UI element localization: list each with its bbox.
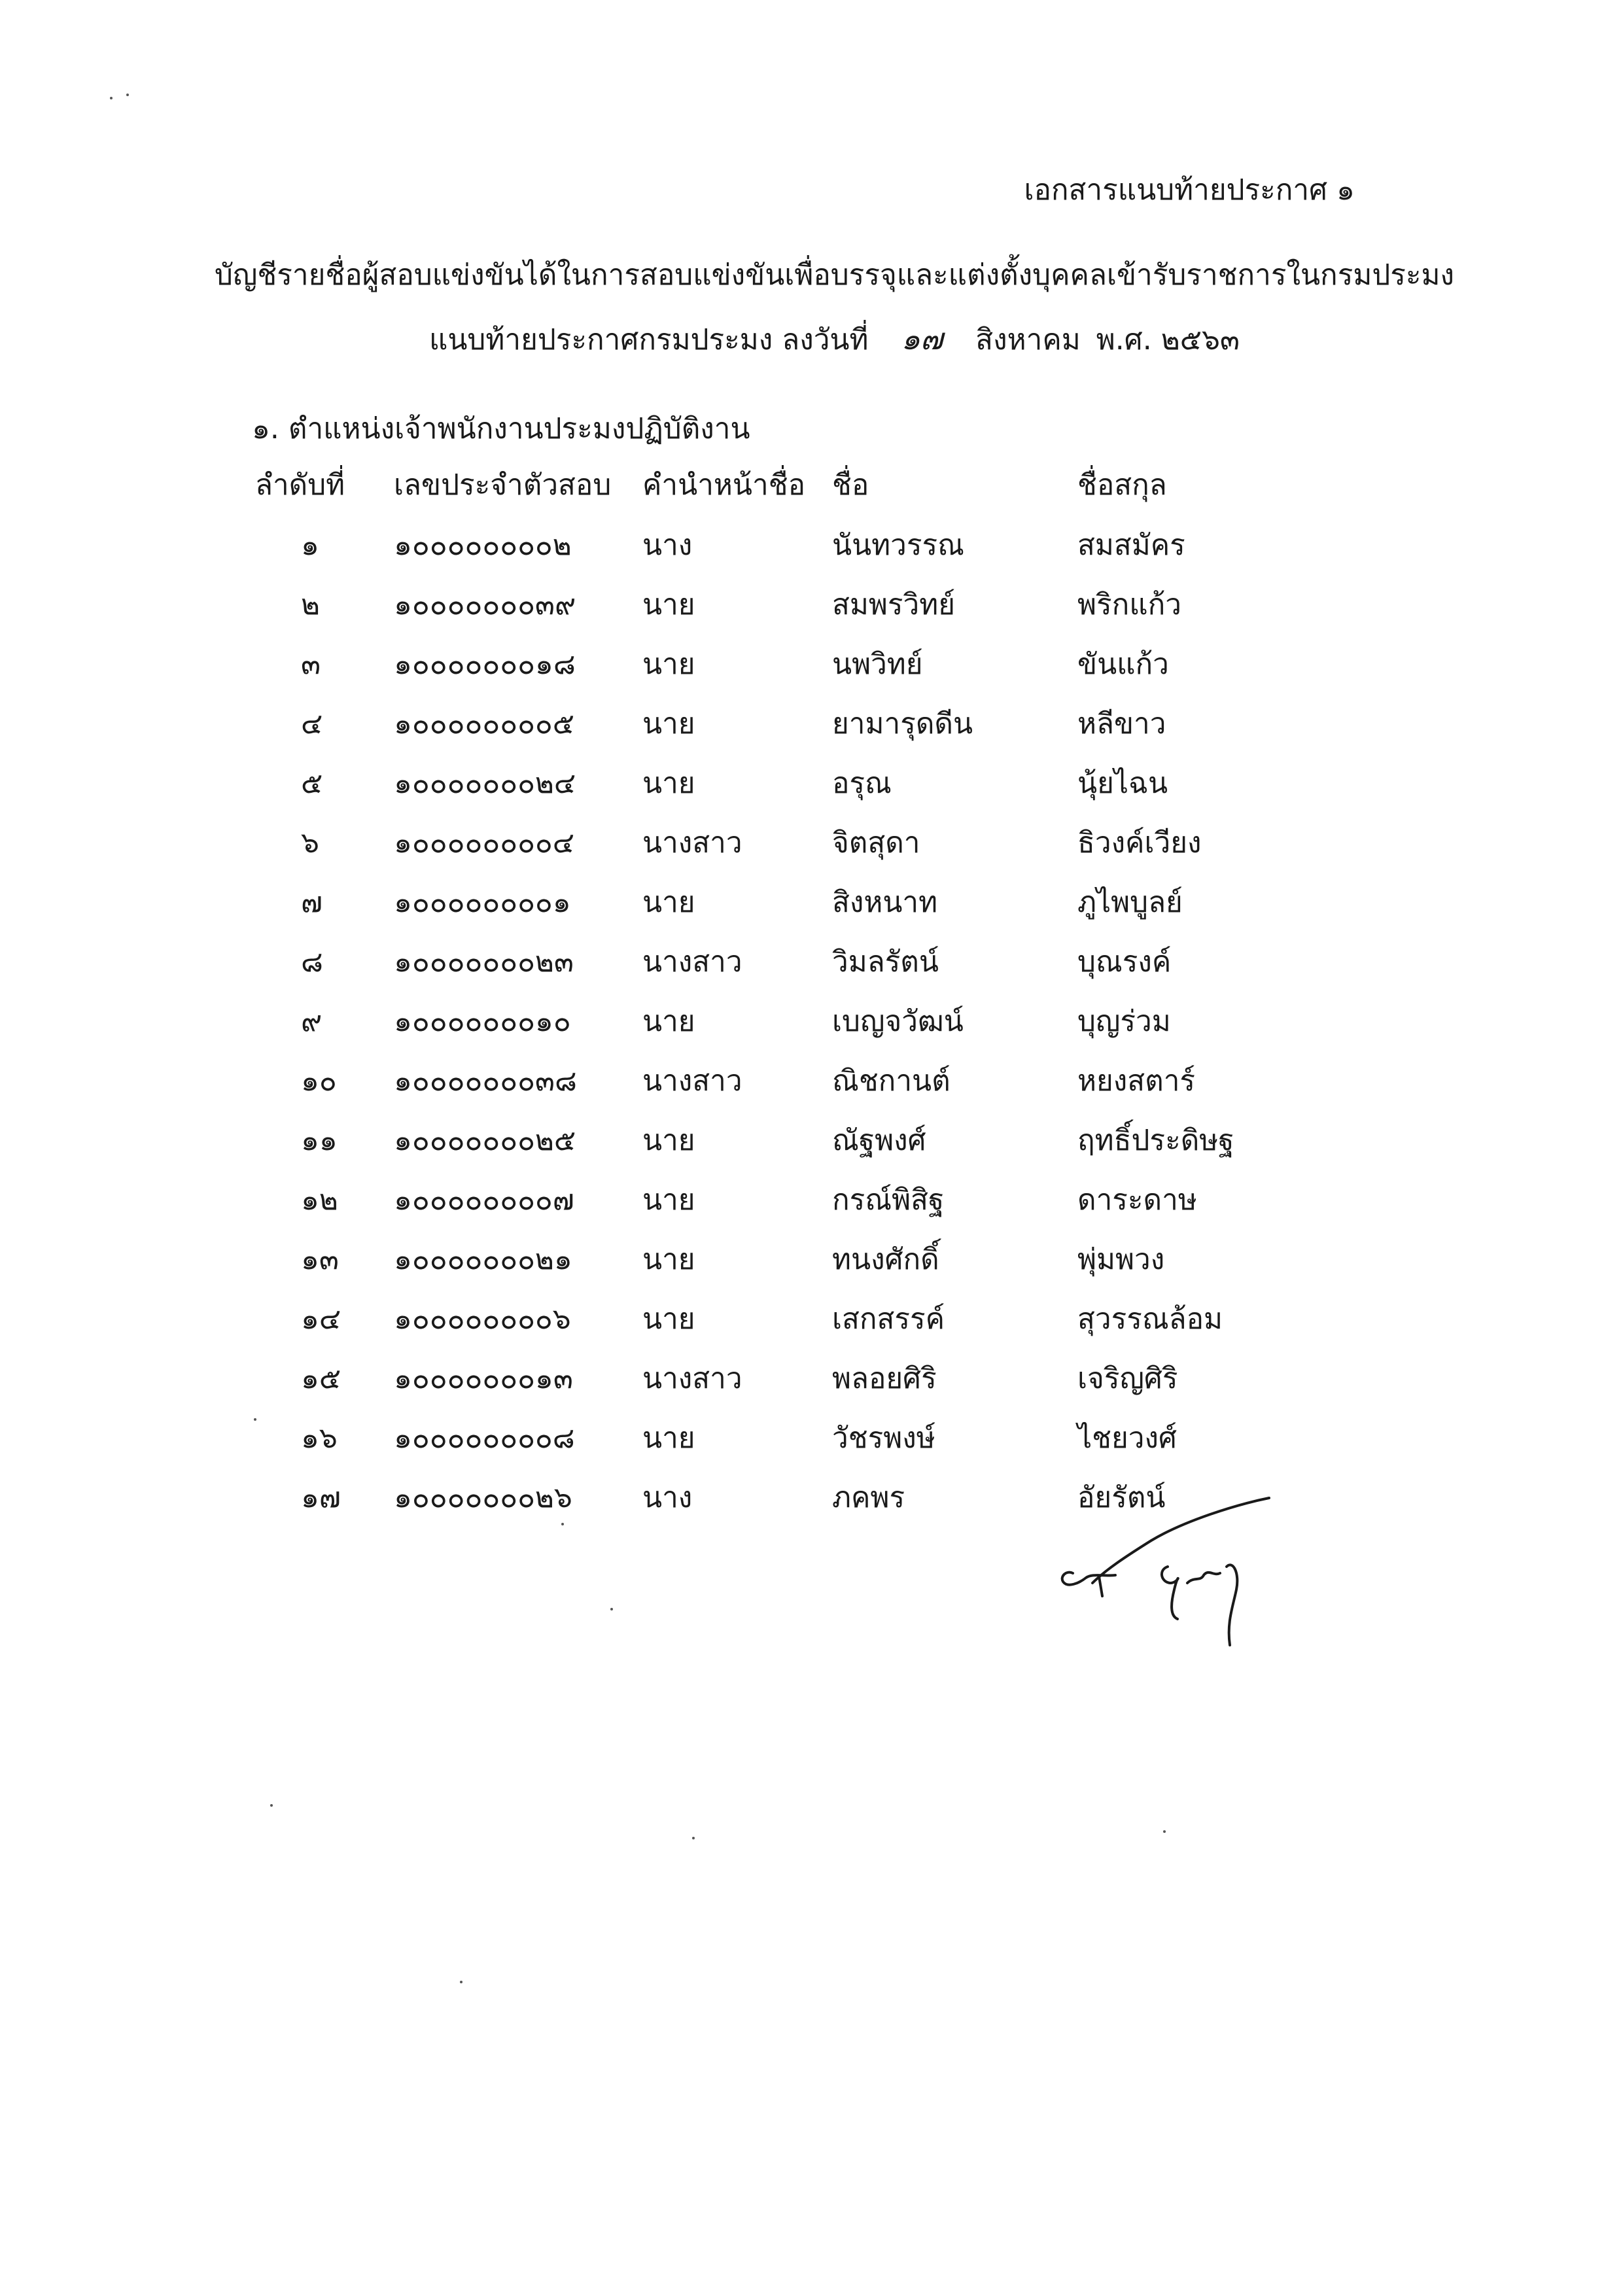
- exam-id-cell: ๑๐๐๐๐๐๐๐๒๑: [394, 1242, 572, 1276]
- order-cell: ๔: [301, 706, 323, 740]
- results-table-body: [255, 515, 1274, 1527]
- first-name-cell: กรณ์พิสิฐ: [832, 1183, 945, 1217]
- table-row: [255, 1408, 1274, 1467]
- exam-id-cell: ๑๐๐๐๐๐๐๐๐๔: [394, 826, 575, 860]
- first-name-cell: พลอยศิริ: [832, 1361, 937, 1395]
- table-row: [255, 1348, 1274, 1408]
- exam-id-cell: ๑๐๐๐๐๐๐๐๐๕: [394, 706, 575, 740]
- first-name-cell: จิตสุดา: [832, 826, 920, 860]
- first-name-cell: อรุณ: [832, 766, 892, 800]
- exam-id-cell: ๑๐๐๐๐๐๐๐๒๕: [394, 1123, 576, 1157]
- exam-id-cell: ๑๐๐๐๐๐๐๐๒๓: [394, 945, 574, 979]
- prefix-cell: นาง: [642, 1480, 693, 1514]
- exam-id-cell: ๑๐๐๐๐๐๐๐๐๘: [394, 1421, 575, 1455]
- exam-id-cell: ๑๐๐๐๐๐๐๐๑๓: [394, 1361, 573, 1395]
- order-cell: ๑๓: [301, 1242, 340, 1276]
- announcement-year: พ.ศ. ๒๕๖๓: [1096, 323, 1240, 357]
- last-name-cell: สุวรรณล้อม: [1077, 1302, 1223, 1336]
- table-row: [255, 753, 1274, 812]
- first-name-cell: สมพรวิทย์: [832, 587, 955, 621]
- exam-id-cell: ๑๐๐๐๐๐๐๐๐๗: [394, 1183, 574, 1217]
- order-cell: ๑๔: [301, 1302, 341, 1336]
- table-row: [255, 1170, 1274, 1229]
- order-cell: ๑๐: [301, 1064, 337, 1098]
- signature: [1053, 1485, 1282, 1681]
- first-name-cell: สิงหนาท: [832, 885, 938, 919]
- last-name-cell: หยงสตาร์: [1077, 1064, 1196, 1098]
- prefix-cell: นาย: [642, 885, 695, 919]
- position-heading: ๑. ตำแหน่งเจ้าพนักงานประมงปฏิบัติงาน: [252, 412, 750, 445]
- table-row: [255, 634, 1274, 693]
- exam-id-cell: ๑๐๐๐๐๐๐๐๐๒: [394, 528, 572, 562]
- order-cell: ๙: [301, 1004, 323, 1038]
- prefix-cell: นาย: [642, 706, 695, 740]
- first-name-cell: ณิชกานต์: [832, 1064, 951, 1098]
- order-cell: ๑๒: [301, 1183, 338, 1217]
- last-name-cell: ขันแก้ว: [1077, 647, 1169, 681]
- table-row: [255, 693, 1274, 753]
- table-row: [255, 1229, 1274, 1289]
- announcement-month: สิงหาคม: [975, 323, 1081, 357]
- prefix-cell: นาย: [642, 766, 695, 800]
- header-first-name: ชื่อ: [832, 468, 869, 502]
- attachment-label: เอกสารแนบท้ายประกาศ ๑: [1024, 173, 1355, 207]
- header-order: ลำดับที่: [255, 468, 345, 502]
- first-name-cell: วัชรพงษ์: [832, 1421, 935, 1455]
- first-name-cell: ณัฐพงศ์: [832, 1123, 926, 1157]
- last-name-cell: พุ่มพวง: [1077, 1242, 1165, 1276]
- order-cell: ๓: [301, 647, 321, 681]
- first-name-cell: นันทวรรณ: [832, 528, 964, 562]
- last-name-cell: ไชยวงศ์: [1077, 1421, 1177, 1455]
- order-cell: ๘: [301, 945, 323, 979]
- first-name-cell: นพวิทย์: [832, 647, 923, 681]
- table-row: [255, 574, 1274, 634]
- order-cell: ๖: [301, 826, 319, 860]
- table-header-row: [255, 455, 1274, 515]
- header-prefix: คำนำหน้าชื่อ: [642, 468, 806, 502]
- first-name-cell: เบญจวัฒน์: [832, 1004, 964, 1038]
- last-name-cell: ธิวงค์เวียง: [1077, 826, 1202, 860]
- document-title: บัญชีรายชื่อผู้สอบแข่งขันได้ในการสอบแข่งขันเพื่อบรรจุและแต่งตั้งบุคคลเข้ารับราชการในกรมประมง: [214, 258, 1455, 292]
- prefix-cell: นาย: [642, 587, 695, 621]
- order-cell: ๒: [301, 587, 321, 621]
- prefix-cell: นาย: [642, 647, 695, 681]
- order-cell: ๕: [301, 766, 323, 800]
- last-name-cell: ดาระดาษ: [1077, 1183, 1197, 1217]
- table-row: [255, 812, 1274, 872]
- last-name-cell: เจริญศิริ: [1077, 1361, 1178, 1395]
- order-cell: ๑๗: [301, 1480, 341, 1514]
- table-row: [255, 931, 1274, 991]
- order-cell: ๑: [301, 528, 319, 562]
- last-name-cell: พริกแก้ว: [1077, 587, 1181, 621]
- header-exam-id: เลขประจำตัวสอบ: [394, 468, 612, 502]
- last-name-cell: ภูไพบูลย์: [1077, 885, 1183, 919]
- header-last-name: ชื่อสกุล: [1077, 468, 1167, 502]
- prefix-cell: นาย: [642, 1242, 695, 1276]
- first-name-cell: ยามารุดดีน: [832, 706, 973, 740]
- last-name-cell: อัยรัตน์: [1077, 1480, 1166, 1514]
- first-name-cell: วิมลรัตน์: [832, 945, 939, 979]
- last-name-cell: สมสมัคร: [1077, 528, 1185, 562]
- exam-id-cell: ๑๐๐๐๐๐๐๐๓๘: [394, 1064, 577, 1098]
- prefix-cell: นางสาว: [642, 1064, 742, 1098]
- document-subtitle: [23, 315, 1623, 363]
- prefix-cell: นางสาว: [642, 826, 742, 860]
- prefix-cell: นาย: [642, 1004, 695, 1038]
- order-cell: ๑๑: [301, 1123, 338, 1157]
- announcement-reference: แนบท้ายประกาศกรมประมง ลงวันที่: [428, 323, 869, 357]
- prefix-cell: นางสาว: [642, 945, 742, 979]
- exam-id-cell: ๑๐๐๐๐๐๐๐๐๑: [394, 885, 571, 919]
- table-row: [255, 872, 1274, 931]
- first-name-cell: ทนงศักดิ์: [832, 1242, 939, 1276]
- last-name-cell: บุณรงค์: [1077, 945, 1172, 979]
- first-name-cell: เสกสรรค์: [832, 1302, 945, 1336]
- first-name-cell: ภคพร: [832, 1480, 905, 1514]
- last-name-cell: ฤทธิ์ประดิษฐ: [1077, 1123, 1234, 1157]
- table-row: [255, 991, 1274, 1051]
- table-row: [255, 515, 1274, 574]
- last-name-cell: นุ้ยไฉน: [1077, 766, 1168, 800]
- prefix-cell: นาย: [642, 1183, 695, 1217]
- exam-id-cell: ๑๐๐๐๐๐๐๐๒๖: [394, 1480, 572, 1514]
- results-table: [255, 455, 1274, 1527]
- exam-id-cell: ๑๐๐๐๐๐๐๐๑๐: [394, 1004, 571, 1038]
- table-row: [255, 1289, 1274, 1348]
- exam-id-cell: ๑๐๐๐๐๐๐๐๐๖: [394, 1302, 571, 1336]
- table-row: [255, 1110, 1274, 1170]
- prefix-cell: นาย: [642, 1421, 695, 1455]
- order-cell: ๗: [301, 885, 323, 919]
- exam-id-cell: ๑๐๐๐๐๐๐๐๒๔: [394, 766, 576, 800]
- prefix-cell: นาย: [642, 1302, 695, 1336]
- exam-id-cell: ๑๐๐๐๐๐๐๐๑๘: [394, 647, 576, 681]
- table-row: [255, 1051, 1274, 1110]
- announcement-day: ๑๗: [901, 321, 943, 357]
- prefix-cell: นาย: [642, 1123, 695, 1157]
- order-cell: ๑๖: [301, 1421, 338, 1455]
- exam-id-cell: ๑๐๐๐๐๐๐๐๓๙: [394, 587, 576, 621]
- order-cell: ๑๕: [301, 1361, 341, 1395]
- last-name-cell: บุญร่วม: [1077, 1004, 1171, 1038]
- last-name-cell: หลีขาว: [1077, 706, 1166, 740]
- prefix-cell: นางสาว: [642, 1361, 742, 1395]
- prefix-cell: นาง: [642, 528, 693, 562]
